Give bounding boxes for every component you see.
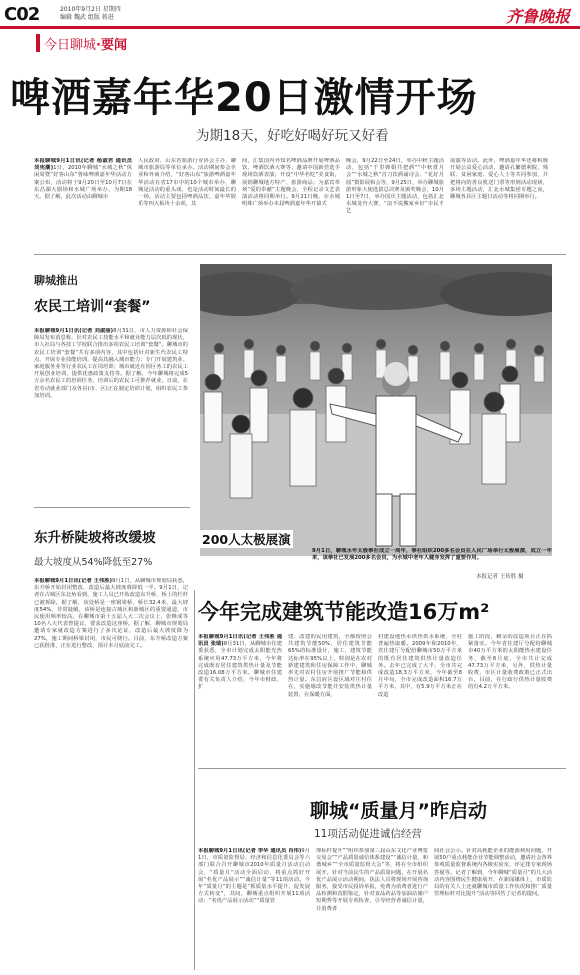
section-marker xyxy=(36,34,40,52)
quality-col-1 xyxy=(198,848,310,966)
lead-col-5: 展演等活动。此外，啤酒嘉年华还将积极开展公益爱心活动，邀请孔繁德利院、残联、贫困家庭、爱心人士等共同参加，并把将向的善良机送门票等形到活动现场，多场主题活动，汇北水城集团专题之夜，聊城各县区主题日活动等将同期举行。 xyxy=(450,158,548,201)
training-body xyxy=(34,328,188,500)
taichi-photo xyxy=(200,264,552,556)
masthead-rule xyxy=(0,26,580,29)
section-title xyxy=(44,34,127,53)
quality-headline: 聊城“质量月”昨启动 xyxy=(310,800,487,822)
bridge-text: 9月1日，从聊城市规划局获悉，东升桥开始封闭整改，改造后最大坡度将降低一半。9月1日，记者在古城区东北角看到，施工人员已开始改造东升桥，桥上的栏杆已被拆除。据了解，该处桥是一座钢梁桥，桥长32.4米，最大坡度54%，非常陡峭，该桥是连接古城区和新城区的重要通道，市民使用频率较高。在聊城市第十五届人大二次会议上，张继成等10名人大代表曾提议，要求改造这座桥。据了解，聊城市规划局邀请专家就改造方案进行了多次论证，改造后最大坡度降为27%，施工期间桥梁封闭，市民可绕行。目前，东升桥改造方案已获批准，正在进行整改，预计本月底前完工。 xyxy=(34,578,188,649)
energy-col1-text: 8月31日，从聊城市住建委获悉，全市计划完成太阳能光热系统应用47.73万平方米，今年将完成既有居住建筑供热计量及节能改造16.08万平方米。聊城市住建委有关负责人介绍，今年市财政、扩 xyxy=(198,641,282,691)
lead-col-1 xyxy=(34,158,132,250)
lead-col-4: 晚会，9月22日至24日，举办中秋主题活动，包括“千里婵娟共把酒”“中秋赏月会”“水城之秋”首刀饮酒诵诗会、“花好月圆”摄影展和会等，9月25日，举办聊城旅游形象大使选拔总决赛及颁奖晚会，10月1日至7日，举办国庆主题活动，包括汇北水城龙舟大赛、“浪不说搬家乡好”市民才艺 xyxy=(346,158,444,215)
page-code: C02 xyxy=(4,4,40,25)
taichi-photo-image xyxy=(200,264,552,556)
taichi-credit: 本报记者 王传胜 摄 xyxy=(476,574,524,580)
divider xyxy=(34,254,566,255)
training-kicker: 聊城推出 xyxy=(34,274,78,287)
section-sub: ·要闻 xyxy=(96,38,127,53)
training-text: 8月31日，市人力资源和社会保障局发布消息称，针对农民工技能水平和就业能力层次低的现状，市人社局与各技工学校联合推出多项农民工培训“套餐”。聊城市的农民工培训“套餐”共有多项内容，其中包括针对新生代农民工特点，开展专业技能培训，提高其融入城市能力；专门开展建筑业、家庭服务业等行业农民工在岗培训；城市就近在园区务工的农民工开展创业培训，提供优惠政策支持等。据了解，今年聊城将完成5万余名农民工的培训任务，培训后的农民工可推荐就业。日前，在省劳动就业部门及各县(市、区)正在制定培训计划，组织农民工参加培训。 xyxy=(34,328,188,399)
bridge-body xyxy=(34,578,188,708)
bridge-subhead: 最大坡度从54%降低至27% xyxy=(34,557,153,568)
section-name: 今日聊城 xyxy=(44,38,97,53)
quality-byline: 本报聊城9月1日讯(记者 李华 通讯员 肖伟) xyxy=(198,848,302,854)
energy-col-1 xyxy=(198,634,282,756)
energy-headline xyxy=(198,596,489,626)
issue-date: 2010年9月2日 星期四 xyxy=(60,6,121,13)
training-headline: 农民工培训“套餐” xyxy=(34,299,151,315)
quality-col-3: 间社会公示。针对高耗能企业的能源利用问题，开展50户重点耗能企业节能调整活动，邀请社会各界参观质量监督系统内各级实验室，评定排专家现场答疑等。记者了解到，今年聊城“质量月”的几大活动内容围绕民生健康展开，在新闻媒体上，市质监局的有关人士还就聊城市质量工作状况和推广质量管理标杆对比提升“活动等回答了记者的提问。 xyxy=(434,848,552,898)
issue-editors: 编辑 魏武 组版 蒋进 xyxy=(60,14,114,21)
lead-subhead: 为期18天，好吃好喝好玩又好看 xyxy=(196,128,389,144)
energy-headline-unit: m² xyxy=(458,600,490,624)
training-byline: 本报聊城9月1日讯(记者 刘淑丽) xyxy=(34,328,114,334)
energy-col-4: 施工阶段，剩余的改造项目正在抓紧落实。今年省住建厅分配给聊城市40万平方米的太阳能热水建设任务，截至8月底，全市共计完成47.73万平方米，另外，供热计量收费，市区计量收费政策已正式出台，目前，在行政行供热计量收费的有4.2万平方米。 xyxy=(468,634,552,691)
bridge-headline: 东升桥陡坡将改缓坡 xyxy=(34,530,156,546)
lead-col-2: 人民政府、山东省旅游行业协会主办，聊城市旅游局等单位承办。活动期间参会企业和外商介绍，“好客山东”旅游啤酒嘉年华活动在省17市中的10个城市举办，聊城是活动的重头戏，也是活动时间最长的一场。活动主要包括啤酒品饮、嘉年华娱乐等四大板块十余项，其 xyxy=(138,158,236,208)
divider xyxy=(34,507,190,508)
energy-col-2: 建、改建的民用建筑，全都按照公共建筑节能50%，居住建筑节能65%的标准设计，施工，建筑节能达标率在95%以上，特别是在农村新建建筑和住房保障工作中，聊城率先对农村住房开展推广节能和供热计量。东昌府区设区域对庄村住在，实施墙改节能并安装供热计量装置，在保暖方面， xyxy=(288,634,372,698)
energy-headline-text: 今年完成建筑节能改造16万 xyxy=(198,600,459,624)
divider xyxy=(198,768,566,769)
taichi-caption-title: 200人太极展演 xyxy=(202,532,291,547)
lead-byline: 本报聊城9月1日讯(记者 杨淑君 通讯员 刘宪潮) xyxy=(34,158,132,172)
lead-headline: 啤酒嘉年华20日激情开场 xyxy=(10,75,478,121)
quality-col-2: 理标杆提升”“组织参加第三届山东文化产业博览交易会”“产品质量诚信体系建设”“诚信计量，和谐城乡”“全市质量监督大会”等，将在全市组织展开。针对当前民生的产品质量问题，在开展名优产品展示活动期间，执法人员将现场开展咨询服务，接受市民投诉举报，免费为消费者进行产品检测和真假鉴定，针对食品药品等加油站储户短期秀等开展专项检查，引导经营者诚信计量，让消费者 xyxy=(316,848,428,912)
column-divider xyxy=(194,590,195,970)
energy-byline: 本报聊城9月1日讯(记者 王伟胜 通讯员 张瑞) xyxy=(198,634,282,648)
lead-col-3: 间，汇集国内外知名啤酒品牌开展啤酒品饮、啤酒饮酒大赛等；邀请中国新莞选手现场饮酒表演；开设“中华名吃”美食街，展销聊城地方特产、旅游商品；为嘉宾奉场“爱的奉献”主题晚会，全程记录文艺表演活动将同期举行。9月21日晚，在水城明珠广场举办本届啤酒嘉年华开幕式 xyxy=(242,158,340,208)
lead-col1-text: 1日，2010年聊城“水城之秋”休闲周暨“好客山东”鲁味啤酒嘉年华活动方案公布，活动将于9月20日至10月7日在东昌湖大剧场和水城广场举办，为期18天。据了解，此次活动由聊城市 xyxy=(34,165,132,201)
bridge-byline: 本报聊城9月1日讯(记者 王伟胜) xyxy=(34,578,113,584)
paper-logo: 齐鲁晚报 xyxy=(505,7,570,26)
issue-meta xyxy=(60,6,121,22)
taichi-caption: 9月1日，聊城永年太极拳社成立一周年，拳社组织200多名会员在人民广场举行太极展演，成立一年来，该拳社已发展200多名会员，为水城中老年人健身发挥了重要作用。 xyxy=(312,548,552,562)
quality-col1-text: 9月1日，市质量监督局、经济和信息化委员会等六部门联合召开聊城市2010年质量月活动启动会，“质量月”活动全面启动，将重点抓好开展“名优产品展示”“诚信计量”等11项活动。今年“质量月”的主题是“抓质量水平提升，促发展方式转变”，其间，聊城重点组织开展11项活动：“名优产品展示活动”“质量管 xyxy=(198,848,310,905)
energy-col-3: 村建设地热水供热供水系统，全村普遍热取暖。2009年和2010年，省住建厅分配给聊城市50万平方米的既有居住建筑供热计量改造任务。去年已完成了大半，全市共完成改造18.3万平方米，今年截至8月中旬，全市完成改造面积16.7万平方米，其中，有5.9万平方米正在改造 xyxy=(378,634,462,698)
quality-subhead: 11项活动促进诚信经营 xyxy=(314,828,422,840)
